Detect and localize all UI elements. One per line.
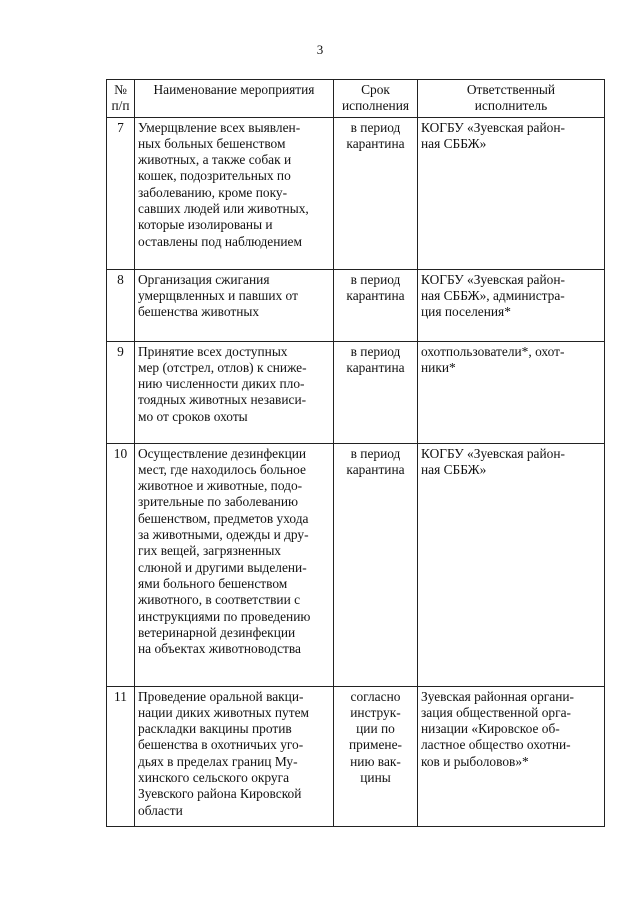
row-responsible: КОГБУ «Зуевская район- ная СББЖ», администра- ция поселения* — [418, 269, 605, 341]
table-row — [107, 686, 605, 826]
row-term: в период карантина — [334, 117, 418, 269]
table-row — [107, 117, 605, 269]
row-num: 9 — [107, 341, 135, 443]
row-num: 7 — [107, 117, 135, 269]
table-row — [107, 269, 605, 341]
row-name: Осуществление дезинфекции мест, где находилось больное животное и животные, подо- зрительные по заболеванию бешенством, предметов ухода за животными, одежды и дру- гих вещей, загрязненных слюной и другими выделени- ями больного бешенством животного, в соответствии с инструкциями по проведению ветеринарной дезинфекции на объектах животноводства — [135, 443, 334, 686]
row-term: согласно инструк- ции по примене- нию вак- цины — [334, 686, 418, 826]
page-number: 3 — [316, 42, 324, 57]
header-row — [107, 80, 605, 118]
header-name: Наименование мероприятия — [135, 80, 334, 118]
row-term: в период карантина — [334, 269, 418, 341]
row-name: Принятие всех доступных мер (отстрел, отлов) к сниже- нию численности диких пло- тоядных животных независи- мо от сроков охоты — [135, 341, 334, 443]
header-responsible: Ответственный исполнитель — [418, 80, 605, 118]
row-num: 8 — [107, 269, 135, 341]
row-num: 10 — [107, 443, 135, 686]
header-term: Срок исполнения — [334, 80, 418, 118]
row-responsible: Зуевская районная органи- зация общественной орга- низации «Кировское об- ластное общество охотни- ков и рыболовов»* — [418, 686, 605, 826]
row-name: Умерщвление всех выявлен- ных больных бешенством животных, а также собак и кошек, подозрительных по заболеванию, кроме поку- савших людей или животных, которые изолированы и оставлены под наблюдением — [135, 117, 334, 269]
row-term: в период карантина — [334, 443, 418, 686]
header-num: № п/п — [107, 80, 135, 118]
row-responsible: КОГБУ «Зуевская район- ная СББЖ» — [418, 117, 605, 269]
row-name: Организация сжигания умерщвленных и павших от бешенства животных — [135, 269, 334, 341]
row-num: 11 — [107, 686, 135, 826]
measures-table — [106, 79, 605, 827]
row-name: Проведение оральной вакци- нации диких животных путем раскладки вакцины против бешенства в охотничьих уго- дьях в пределах границ Му- хинского сельского округа Зуевского района Кировской области — [135, 686, 334, 826]
table-row — [107, 443, 605, 686]
row-responsible: охотпользователи*, охот- ники* — [418, 341, 605, 443]
row-responsible: КОГБУ «Зуевская район- ная СББЖ» — [418, 443, 605, 686]
row-term: в период карантина — [334, 341, 418, 443]
table-row — [107, 341, 605, 443]
